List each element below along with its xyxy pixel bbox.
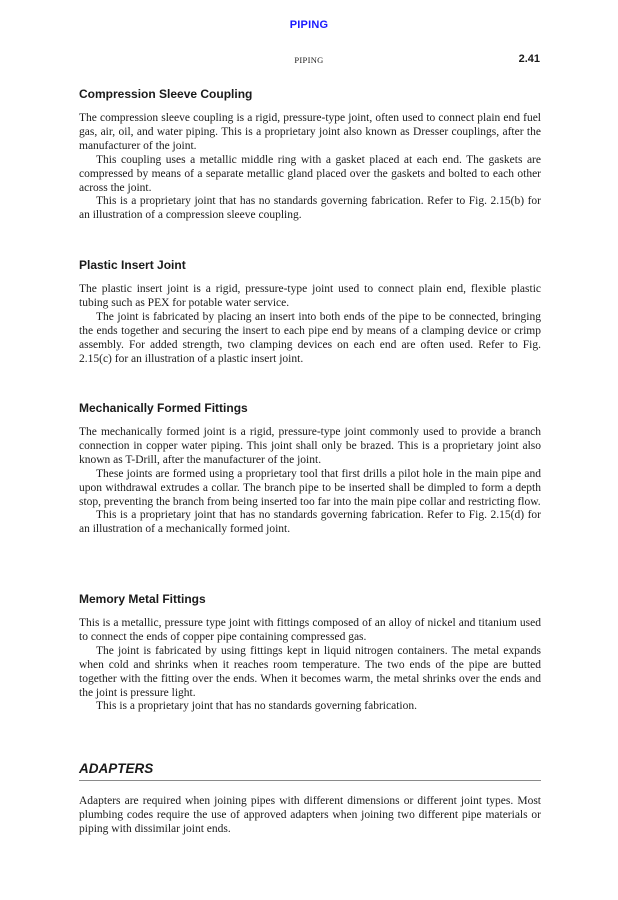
- section-adapters: [79, 761, 541, 837]
- section-heading: Compression Sleeve Coupling: [79, 87, 253, 101]
- paragraph: This coupling uses a metallic middle ring with a gasket placed at each end. The gaskets are compressed by means of a separate metallic gland placed over the gaskets and bolted to each other across the joint.: [79, 153, 541, 194]
- paragraph: The plastic insert joint is a rigid, pressure-type joint used to connect plain end, flexible plastic tubing such as PEX for potable water service.: [79, 283, 541, 309]
- section-compression-sleeve-coupling: [79, 87, 541, 223]
- paragraph: This is a proprietary joint that has no standards governing fabrication.: [96, 700, 417, 713]
- section-mechanically-formed-fittings: [79, 401, 541, 537]
- page-number: 2.41: [518, 53, 540, 65]
- paragraph: This is a proprietary joint that has no standards governing fabrication. Refer to Fig. 2.15(d) for an illustration of a mechanically formed joint.: [79, 509, 541, 536]
- paragraph: The joint is fabricated by placing an insert into both ends of the pipe to be connected, bringing the ends together and securing the insert to each pipe end by means of a clamping device or crimp assembly. For added strength, two clamping devices on each end are often used. Refer to Fig. 2.15(c) for an illustration of a plastic insert joint.: [79, 310, 541, 365]
- section-heading: Plastic Insert Joint: [79, 258, 186, 272]
- section-memory-metal-fittings: [79, 592, 541, 714]
- paragraph: These joints are formed using a proprietary tool that first drills a pilot hole in the main pipe and upon withdrawal extrudes a collar. The branch pipe to be inserted shall be dimpled to form a depth stop, preventing the branch from being inserted too far into the main pipe collar and restricting flow.: [79, 467, 541, 508]
- paragraph: The compression sleeve coupling is a rigid, pressure-type joint, often used to connect plain end fuel gas, air, oil, and water piping. This is a proprietary joint also known as Dresser couplings, after the manufacturer of the joint.: [79, 112, 541, 152]
- paragraph: This is a proprietary joint that has no standards governing fabrication. Refer to Fig. 2.15(b) for an illustration of a compression sleeve coupling.: [79, 195, 541, 222]
- paragraph: Adapters are required when joining pipes with different dimensions or different joint types. Most plumbing codes require the use of approved adapters when joining two different pipe materials or piping with dissimilar joint ends.: [79, 795, 541, 835]
- major-heading: ADAPTERS: [79, 761, 541, 781]
- running-head: PIPING: [294, 55, 324, 65]
- section-heading: Mechanically Formed Fittings: [79, 401, 248, 415]
- section-plastic-insert-joint: [79, 258, 541, 366]
- top-piping-link[interactable]: PIPING: [289, 19, 329, 31]
- paragraph: The mechanically formed joint is a rigid, pressure-type joint commonly used to provide a branch connection in copper water piping. This joint shall only be brazed. This is a proprietary joint also known as T-Drill, after the manufacturer of the joint.: [79, 426, 541, 466]
- section-heading: Memory Metal Fittings: [79, 592, 206, 606]
- paragraph: This is a metallic, pressure type joint with fittings composed of an alloy of nickel and titanium used to connect the ends of copper pipe containing compressed gas.: [79, 617, 541, 643]
- paragraph: The joint is fabricated by using fittings kept in liquid nitrogen containers. The metal expands when cold and shrinks when it reaches room temperature. The two ends of the pipe are butted together with the fitting over the ends. When it becomes warm, the metal shrinks over the ends and the joint is pressure light.: [79, 644, 541, 699]
